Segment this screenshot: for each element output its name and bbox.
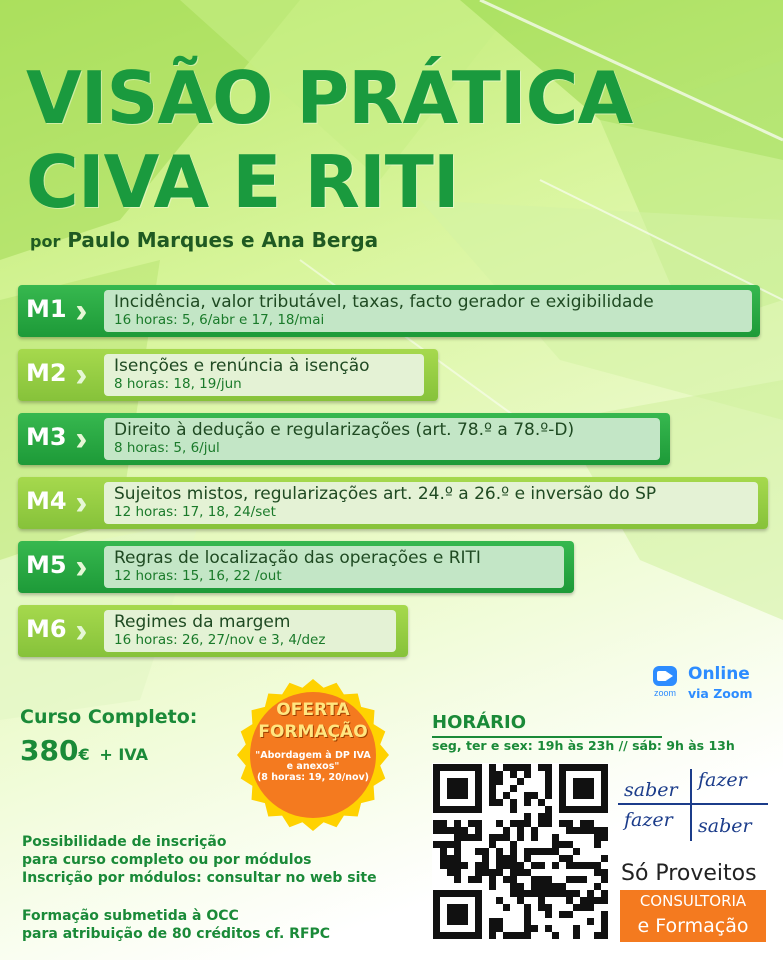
title-line-1: VISÃO PRÁTICA: [26, 56, 633, 140]
module-title: Isenções e renúncia à isenção: [114, 356, 370, 376]
module-m3: [18, 413, 670, 465]
module-hours: 8 horas: 5, 6/jul: [114, 440, 220, 456]
module-hours: 16 horas: 5, 6/abr e 17, 18/mai: [114, 312, 325, 328]
module-code: M5: [26, 551, 67, 579]
online-sublabel: via Zoom: [688, 686, 753, 701]
module-code: M1: [26, 295, 67, 323]
qr-code-icon[interactable]: [432, 763, 610, 941]
subtitle: [30, 228, 378, 252]
brand-tag-line-2: e Formação: [637, 915, 749, 937]
module-box: [104, 290, 752, 332]
price-tax: + IVA: [99, 745, 148, 764]
badge-title-1: OFERTA: [276, 700, 350, 720]
badge-description: [254, 750, 372, 783]
module-code: M6: [26, 615, 67, 643]
module-code: M3: [26, 423, 67, 451]
module-m5: [18, 541, 574, 593]
badge-title-2: FORMAÇÃO: [258, 722, 368, 742]
module-m6: [18, 605, 408, 657]
module-hours: 12 horas: 17, 18, 24/set: [114, 504, 276, 520]
offer-badge: [236, 678, 390, 832]
saber-fazer-logo: [618, 765, 768, 847]
brand-tag-line-1: CONSULTORIA: [639, 892, 747, 910]
logo-vertical-line: [690, 769, 692, 841]
module-m1: [18, 285, 760, 337]
module-m2: [18, 349, 438, 401]
online-label: Online: [688, 664, 750, 684]
course-label: Curso Completo:: [20, 706, 198, 728]
badge-hours: (8 horas: 19, 20/nov): [256, 772, 370, 783]
module-hours: 12 horas: 15, 16, 22 /out: [114, 568, 282, 584]
logo-word: saber: [624, 779, 678, 801]
zoom-camera-icon: [653, 666, 677, 686]
course-price: [20, 734, 148, 767]
logo-word: saber: [698, 815, 752, 837]
module-box: [104, 610, 396, 652]
info-line-3: Inscrição por módulos: consultar no web site: [22, 870, 377, 886]
module-box: [104, 482, 758, 524]
info-line-2: para curso completo ou por módulos: [22, 852, 312, 868]
schedule-text: seg, ter e sex: 19h às 23h // sáb: 9h às 13h: [432, 738, 735, 753]
price-currency: €: [78, 745, 90, 764]
logo-word: fazer: [624, 809, 673, 831]
info-line-5: para atribuição de 80 créditos cf. RFPC: [22, 926, 331, 942]
brand-tag: [620, 890, 766, 942]
module-title: Sujeitos mistos, regularizações art. 24.º a 26.º e inversão do SP: [114, 484, 657, 504]
price-value: 380: [20, 734, 79, 767]
module-box: [104, 418, 660, 460]
module-title: Regras de localização das operações e RITI: [114, 548, 481, 568]
module-box: [104, 546, 564, 588]
module-title: Direito à dedução e regularizações (art. 78.º a 78.º-D): [114, 420, 575, 440]
module-title: Regimes da margem: [114, 612, 291, 632]
module-box: [104, 354, 424, 396]
zoom-wordmark: zoom: [653, 688, 676, 698]
module-code: M2: [26, 359, 67, 387]
title-line-2: CIVA E RITI: [26, 140, 459, 224]
subtitle-authors: Paulo Marques e Ana Berga: [67, 228, 379, 252]
zoom-logo: [650, 666, 680, 698]
badge-course: "Abordagem à DP IVA e anexos": [255, 750, 371, 772]
module-hours: 16 horas: 26, 27/nov e 3, 4/dez: [114, 632, 326, 648]
logo-horizontal-line: [618, 803, 768, 805]
info-line-4: Formação submetida à OCC: [22, 908, 239, 924]
module-code: M4: [26, 487, 67, 515]
brand-name: Só Proveitos: [621, 861, 757, 886]
module-hours: 8 horas: 18, 19/jun: [114, 376, 242, 392]
logo-word: fazer: [698, 769, 747, 791]
subtitle-prefix: por: [30, 232, 61, 251]
schedule-title: HORÁRIO: [432, 712, 527, 733]
info-line-1: Possibilidade de inscrição: [22, 834, 227, 850]
module-m4: [18, 477, 768, 529]
module-title: Incidência, valor tributável, taxas, facto gerador e exigibilidade: [114, 292, 654, 312]
